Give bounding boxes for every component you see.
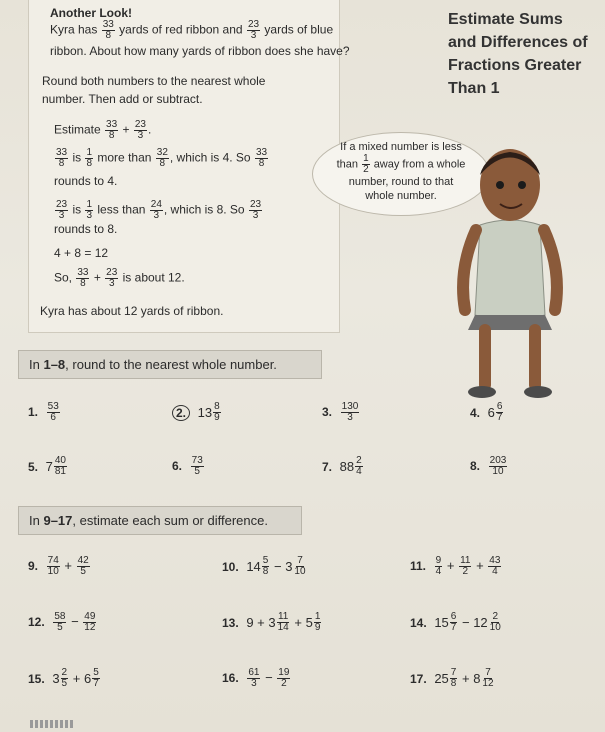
exercise-5: 5. 7 $\frac{40}{81}$ [28,455,66,477]
exercise-8: 8. $\frac{203}{10}$ [470,455,507,477]
problem-line-2: ribbon. About how many yards of ribbon does she have? [50,44,350,58]
exercise-12: 12. $\frac{58}{5}$ − $\frac{49}{12}$ [28,611,96,633]
exercise-17: 17. 25 $\frac{7}{8}$ + 8 $\frac{7}{12}$ [410,667,494,689]
instruction-line-2: number. Then add or subtract. [42,92,203,106]
exercise-3: 3. $\frac{130}{3}$ [322,401,359,423]
step-1-result: rounds to 4. [54,174,118,188]
instruction-line-1: Round both numbers to the nearest whole [42,74,266,88]
exercise-13: 13. 9 + 3 $\frac{11}{14}$ + 5 $\frac{1}{9}$ [222,611,321,633]
so-line: So, $\frac{33}{8}$ + $\frac{23}{3}$ is about 12. [54,267,185,289]
exercise-11: 11. $\frac{9}{4}$ + $\frac{11}{2}$ + $\frac{43}{4}$ [410,555,501,577]
step-1: $\frac{33}{8}$ is $\frac{1}{8}$ more than $\frac{32}{8}$ , which is 4. So $\frac{33}{8}$ [56,147,268,169]
exercise-16: 16. $\frac{61}{3}$ − $\frac{19}{2}$ [222,667,290,689]
exercise-2: 2. 13 $\frac{8}{9}$ [172,402,222,423]
exercise-7: 7. 88 $\frac{2}{4}$ [322,455,362,477]
exercise-15: 15. 3 $\frac{2}{5}$ + 6 $\frac{5}{7}$ [28,667,99,689]
step-2: $\frac{23}{3}$ is $\frac{1}{3}$ less than $\frac{24}{3}$ , which is 8. So $\frac{23}{3}$ [56,199,262,221]
lesson-heading: Estimate Sums and Differences of Fractions Greater Than 1 [448,11,588,97]
exercise-14: 14. 15 $\frac{6}{7}$ − 12 $\frac{2}{10}$ [410,611,501,633]
estimate-line: Estimate $\frac{33}{8}$ + $\frac{23}{3}$ . [54,119,152,141]
exercise-10: 10. 14 $\frac{5}{8}$ − 3 $\frac{7}{10}$ [222,555,306,577]
fraction: $\frac{33}{8}$ [102,19,114,41]
boy-character-illustration [440,130,580,410]
exercise-4: 4. 6 $\frac{6}{7}$ [470,401,503,423]
step-2-result: rounds to 8. [54,222,118,236]
section-title: Another Look! [50,6,132,20]
exercise-1: 1. $\frac{53}{6}$ [28,401,59,423]
fraction: $\frac{23}{3}$ [247,19,260,41]
exercise-6: 6. $\frac{73}{5}$ [172,455,203,477]
page-footer-mark [30,720,74,728]
section-2-instructions: In 9–17, estimate each sum or difference. [18,506,302,535]
exercise-9: 9. $\frac{74}{10}$ + $\frac{42}{5}$ [28,555,89,577]
bubble-text: If a mixed number is less than $\frac{1}{2}$ away from a whole number, round to that whole number. [336,141,466,202]
problem-line-1: Kyra has $\frac{33}{8}$ yards of red ribbon and $\frac{23}{3}$ yards of blue [50,19,334,41]
conclusion: Kyra has about 12 yards of ribbon. [40,304,224,318]
sum-line: 4 + 8 = 12 [54,246,109,260]
section-1-instructions: In 1–8, round to the nearest whole number. [18,350,322,379]
